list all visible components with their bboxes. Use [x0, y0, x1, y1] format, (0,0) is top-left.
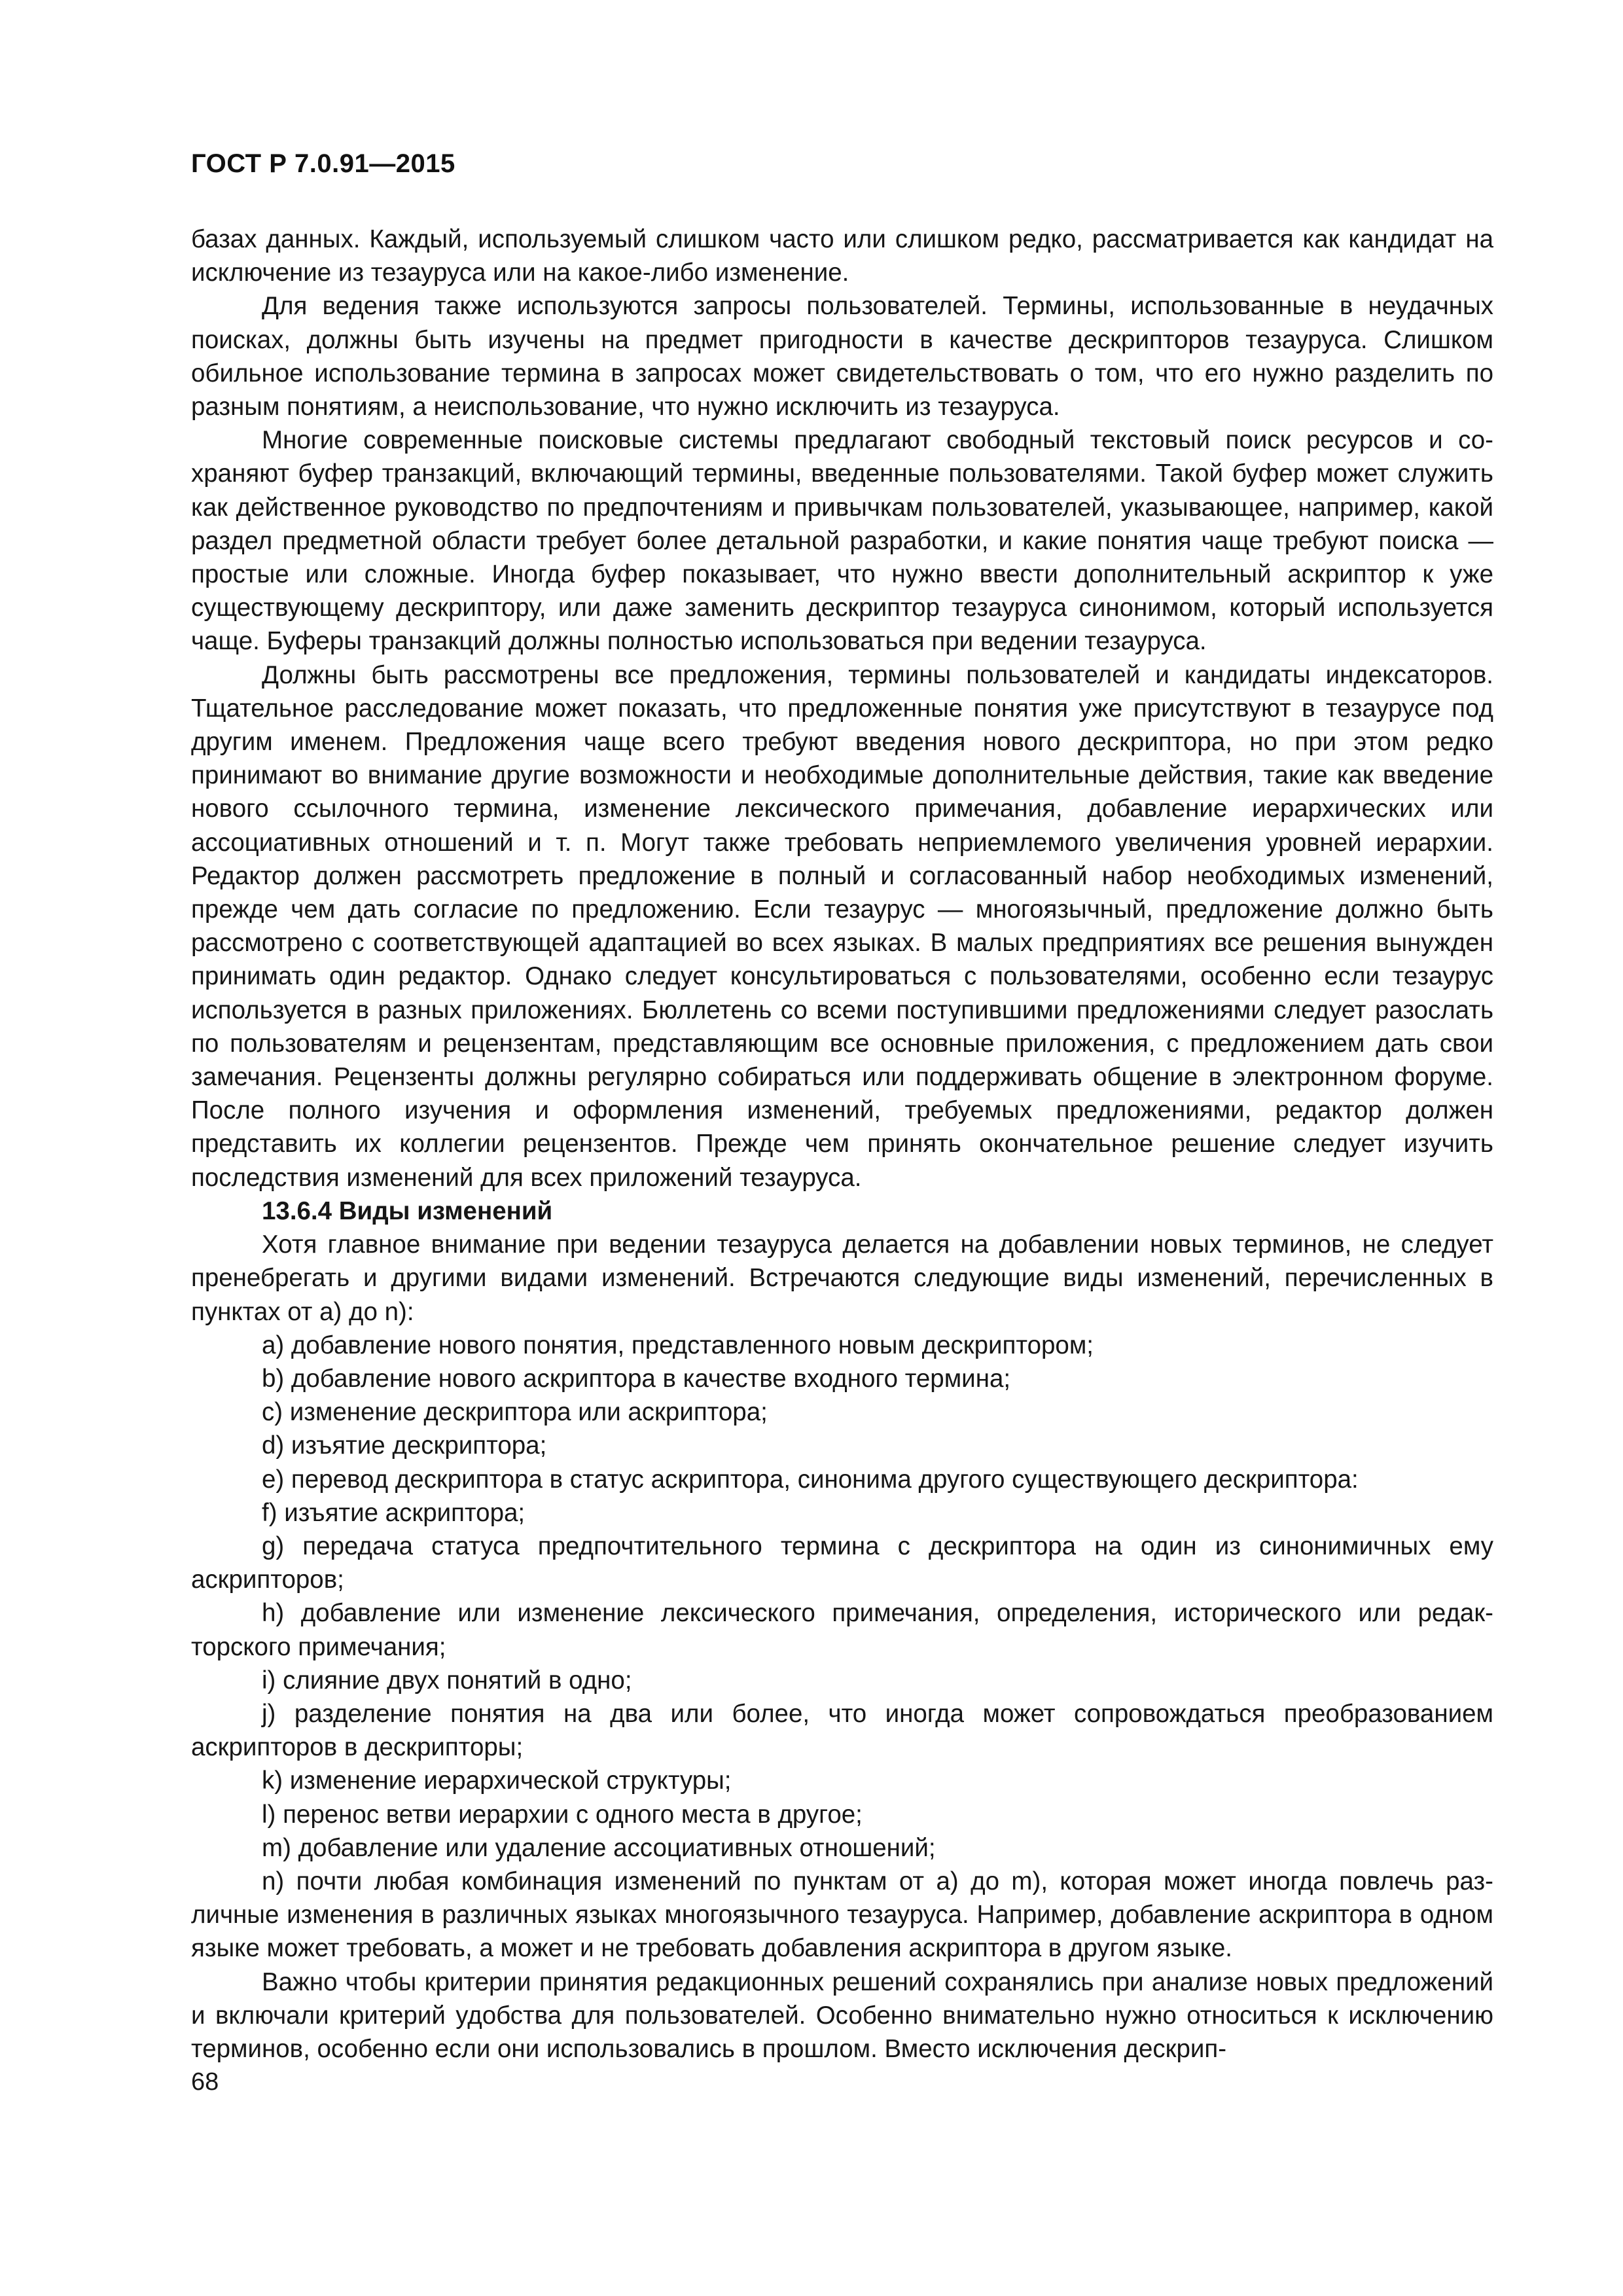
- list-item-l: l) перенос ветви иерархии с одного места в другое;: [262, 1800, 863, 1829]
- list-item-h: h) добавление или изменение лексического примечания, определения, исторического или редакторского примечания;: [191, 1599, 1493, 1661]
- list-item-g: g) передача статуса предпочтительного термина с дескриптора на один из синонимичных ему аскрипторов;: [191, 1532, 1493, 1594]
- list-item-i: i) слияние двух понятий в одно;: [262, 1666, 632, 1695]
- list-item-d: d) изъятие дескриптора;: [262, 1431, 547, 1460]
- paragraph-transaction-buffer: Многие современные поисковые системы предлагают свободный текстовый поиск ресурсов и сохраняют буфер транзакций, включающий термины, введенные пользователями. Такой буфер может служить как действенное руководство по предпочтениям и привычкам пользователей, указывающее, например, какой раздел предметной области требует более детальной разработки, и какие понятия чаще требуют поиска — простые или сложные. Иногда буфер показывает, что нужно ввести дополнительный аскриптор к уже существующему дескриптору, или даже заменить дескриптор тезауруса синонимом, который используется чаще. Буферы транзакций должны полностью использоваться при ведении тезауруса.: [191, 426, 1493, 656]
- list-item-f: f) изъятие аскриптора;: [262, 1498, 526, 1527]
- paragraph-proposals-review: Должны быть рассмотрены все предложения, термины пользователей и кандидаты индексаторов. Тщательное расследование может показать, что предложенные понятия уже присутствуют в тезаурусе под другим именем. Предложения чаще всего требуют введения нового дескриптора, но при этом редко принимают во внимание другие возможности и необходимые дополнительные действия, такие как введение нового ссылочного термина, изменение лексического примечания, добавление иерархических или ассоциативных отношений и т. п. Могут также требовать неприемлемого увеличения уровней иерархии. Редактор должен рассмотреть предложение в полный и согласованный набор необходимых изменений, прежде чем дать согласие по предложению. Если тезаурус — многоязычный, предложение должно быть рассмотрено с соответствующей адаптацией во всех языках. В малых предприятиях все решения вынужден принимать один редактор. Однако следует консультироваться с пользователями, особенно если тезаурус используется в разных приложениях. Бюллетень со всеми поступившими предложениями следует разослать по пользователям и рецензентам, представляющим все основные приложения, с предложением дать свои замечания. Рецензенты должны регулярно собираться или поддерживать общение в электронном форуме. После полного изучения и оформления изменений, требуемых предложениями, редактор должен представить их коллегии рецензентов. Прежде чем принять окончательное решение следует изучить последствия изменений для всех приложений тезауруса.: [191, 660, 1493, 1192]
- list-item-c: с) изменение дескриптора или аскриптора;: [262, 1398, 768, 1427]
- paragraph-continuation: базах данных. Каждый, используемый слишком часто или слишком редко, рассматривается как кандидат на исключение из тезауруса или на какое-либо изменение.: [191, 225, 1493, 287]
- page-number: 68: [191, 2068, 219, 2096]
- list-item-k: k) изменение иерархической структуры;: [262, 1767, 732, 1795]
- paragraph-editorial-criteria: Важно чтобы критерии принятия редакционных решений сохранялись при анализе новых предложений и включали критерий удобства для пользователей. Особенно внимательно нужно относиться к исключению терминов, особенно если они использовались в прошлом. Вместо исключения дескрип-: [191, 1967, 1493, 2063]
- paragraph-change-types-intro: Хотя главное внимание при ведении тезауруса делается на добавлении новых терминов, не следует пренебрегать и другими видами изменений. Встречаются следующие виды изменений, перечисленных в пунктах от а) до n):: [191, 1230, 1493, 1326]
- list-item-e: е) перевод дескриптора в статус аскриптора, синонима другого существующего дескриптора:: [262, 1465, 1359, 1494]
- list-item-n: n) почти любая комбинация изменений по пунктам от а) до m), которая может иногда повлечь различные изменения в различных языках многоязычного тезауруса. Например, добавление аскриптора в одном языке может требовать, а может и не требовать добавления аскриптора в другом языке.: [191, 1867, 1493, 1963]
- standard-code-header: ГОСТ Р 7.0.91—2015: [191, 149, 455, 178]
- list-item-m: m) добавление или удаление ассоциативных отношений;: [262, 1833, 936, 1862]
- section-heading: 13.6.4 Виды изменений: [262, 1196, 553, 1225]
- list-item-a: а) добавление нового понятия, представленного новым дескриптором;: [262, 1331, 1094, 1359]
- list-item-j: j) разделение понятия на два или более, что иногда может сопровождаться преобразованием аскрипторов в дескрипторы;: [191, 1699, 1493, 1762]
- list-item-b: b) добавление нового аскриптора в качестве входного термина;: [262, 1364, 1011, 1393]
- paragraph-user-queries: Для ведения также используются запросы пользователей. Термины, использованные в неудачных поисках, должны быть изучены на предмет пригодности в качестве дескрипторов тезауруса. Слишком обильное использование термина в запросах может свидетельствовать о том, что его нужно разделить по разным понятиям, а неиспользование, что нужно исключить из тезауруса.: [191, 292, 1493, 422]
- body-text: [191, 223, 1493, 2066]
